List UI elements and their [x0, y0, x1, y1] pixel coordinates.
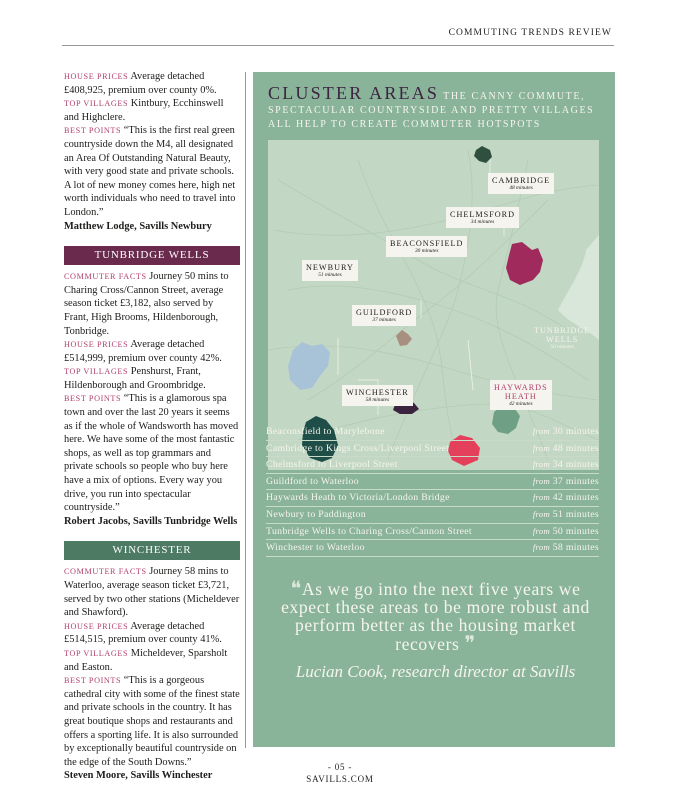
route-time — [533, 490, 599, 506]
route-name: Tunbridge Wells to Charing Cross/Cannon Street — [266, 525, 472, 537]
winchester-commuter-facts — [64, 565, 240, 619]
cluster-areas-panel — [253, 72, 615, 747]
map-label-time: 42 minutes — [509, 401, 533, 407]
winchester-villages — [64, 647, 240, 674]
label-house-prices: HOUSE PRICES — [64, 340, 129, 350]
label-commuter-facts: COMMUTER FACTS — [64, 567, 147, 577]
tunbridge-signature: Robert Jacobs, Savills Tunbridge Wells — [64, 515, 238, 527]
section-heading-winchester: WINCHESTER — [64, 541, 240, 560]
label-best-points: BEST POINTS — [64, 676, 122, 686]
villages-text: Penshurst, Frant, Hildenborough and Groombridge. — [64, 366, 206, 391]
panel-heading: CLUSTER AREAS — [268, 83, 440, 103]
map-label-name: CHELMSFORD — [450, 210, 516, 219]
running-header: COMMUTING TRENDS REVIEW — [448, 28, 612, 38]
best-points-text: “This is the first real green countryside down the M4, all designated an Area Of Outstanding Natural Beauty, with very good state and private schools. A lot of new money comes here, high net worth individuals who need to travel into London.” — [64, 125, 236, 218]
newbury-best-points — [64, 124, 240, 219]
close-quote-icon: ❞ — [464, 632, 476, 655]
villages-text: Kintbury, Ecchinswell and Highclere. — [64, 98, 224, 123]
map-label-name: TUNBRIDGE — [534, 326, 591, 335]
route-minutes: 42 minutes — [552, 492, 599, 504]
map-label-newbury — [302, 260, 358, 281]
map-label-time: 34 minutes — [470, 219, 495, 225]
label-house-prices: HOUSE PRICES — [64, 72, 129, 81]
route-name: Guildford to Waterloo — [266, 475, 359, 487]
route-row — [266, 490, 599, 507]
column-divider — [245, 72, 246, 748]
map-label-name: WINCHESTER — [346, 388, 409, 397]
map-label-time: 58 minutes — [365, 397, 390, 403]
leader-lines — [338, 156, 504, 422]
route-row — [266, 424, 599, 441]
route-name: Haywards Heath to Victoria/London Bridge — [266, 492, 450, 504]
house-prices-text: Average detached £514,999, premium over county 42%. — [64, 339, 222, 364]
best-points-text: “This is a glamorous spa town and over the last 20 years it seems as if the whole of Wandsworth has moved here. We have some of the most fantastic shops, as well as top grammars and private schools so people who buy here have a mix of options. Every way you drive, you run into spectacular countryside.” — [64, 393, 239, 514]
route-row — [266, 441, 599, 458]
label-top-villages: TOP VILLAGES — [64, 367, 129, 377]
tunbridge-house-prices — [64, 338, 240, 365]
route-time — [533, 457, 599, 473]
map-label-haywards-heath — [490, 380, 552, 410]
best-points-text: “This is a gorgeous cathedral city with some of the finest state and private schools in the country. It has great boutique shops and restaurants and offers a sporting life. It is also surrounded by exceptionally beautiful countryside on the edge of the South Downs.” — [64, 675, 240, 768]
map-label-time: 51 minutes — [318, 272, 342, 278]
villages-text: Micheldever, Sparsholt and Easton. — [64, 647, 228, 673]
tunbridge-best-points — [64, 392, 240, 514]
chelmsford-region — [506, 242, 543, 285]
route-minutes: 37 minutes — [552, 475, 599, 487]
map-label-name: BEACONSFIELD — [390, 239, 464, 248]
map-label-name: HAYWARDS — [494, 383, 548, 392]
route-name: Cambridge to Kings Cross/Liverpool Street — [266, 442, 450, 454]
route-name: Newbury to Paddington — [266, 508, 366, 520]
route-row — [266, 474, 599, 491]
newbury-villages — [64, 97, 240, 124]
route-from: from — [532, 442, 550, 453]
map-label-cambridge — [488, 173, 554, 194]
pull-quote-text: As we go into the next five years we expect these areas to be more robust and perform better as the housing market recovers — [281, 579, 590, 654]
section-heading-tunbridge-wells: TUNBRIDGE WELLS — [64, 246, 240, 265]
panel-title — [268, 83, 608, 131]
route-time — [533, 474, 599, 490]
route-from: from — [532, 475, 550, 486]
page-number: - 05 - — [327, 762, 353, 772]
left-column — [64, 70, 240, 783]
map-label-time: 50 minutes — [550, 344, 574, 350]
route-minutes: 50 minutes — [552, 525, 599, 537]
map-label-winchester — [342, 385, 413, 406]
map-label-name: WELLS — [546, 335, 579, 344]
newbury-house-prices — [64, 70, 240, 97]
map-label-name: NEWBURY — [306, 263, 354, 272]
tunbridge-villages — [64, 365, 240, 392]
route-name: Winchester to Waterloo — [266, 542, 365, 554]
pull-quote — [273, 580, 598, 653]
route-minutes: 34 minutes — [552, 459, 599, 471]
route-row — [266, 540, 599, 557]
quote-attribution: Lucian Cook, research director at Savills — [295, 662, 576, 681]
route-row — [266, 507, 599, 524]
route-time — [533, 540, 599, 556]
route-row — [266, 524, 599, 541]
newbury-region — [288, 342, 330, 390]
map-label-name: HEATH — [504, 392, 537, 401]
route-from: from — [532, 508, 550, 519]
label-best-points: BEST POINTS — [64, 394, 122, 404]
route-from: from — [532, 492, 550, 503]
route-name: Beaconsfield to Marylebone — [266, 426, 385, 437]
tunbridge-commuter-facts — [64, 270, 240, 338]
route-minutes: 51 minutes — [552, 508, 599, 520]
map-label-time: 30 minutes — [414, 248, 439, 254]
newbury-signature: Matthew Lodge, Savills Newbury — [64, 220, 212, 232]
route-times-list — [266, 424, 599, 557]
route-time — [533, 424, 599, 440]
label-top-villages: TOP VILLAGES — [64, 99, 129, 109]
route-from: from — [532, 525, 550, 536]
map-label-guildford — [352, 305, 416, 326]
road-network — [268, 150, 599, 460]
beaconsfield-region — [396, 330, 412, 346]
map-label-beaconsfield — [386, 236, 467, 257]
route-time — [533, 507, 599, 523]
winchester-best-points — [64, 674, 240, 769]
site-url: SAVILLS.COM — [306, 774, 374, 784]
route-from: from — [532, 542, 550, 553]
route-from: from — [532, 459, 550, 470]
winchester-signature: Steven Moore, Savills Winchester — [64, 770, 213, 782]
cambridge-region — [474, 146, 492, 163]
house-prices-text: Average detached £408,925, premium over county 0%. — [64, 71, 217, 96]
route-minutes: 58 minutes — [552, 542, 599, 554]
house-prices-text: Average detached £514,515, premium over county 41%. — [64, 620, 222, 646]
label-top-villages: TOP VILLAGES — [64, 648, 129, 658]
map-label-time: 37 minutes — [372, 317, 396, 323]
route-time — [533, 441, 599, 457]
map-label-name: CAMBRIDGE — [492, 176, 551, 185]
label-commuter-facts: COMMUTER FACTS — [64, 272, 147, 282]
header-divider — [62, 45, 614, 46]
map-label-name: GUILDFORD — [356, 308, 413, 317]
route-minutes: 48 minutes — [552, 442, 599, 454]
route-name: Chelmsford to Liverpool Street — [266, 459, 398, 471]
route-row — [266, 457, 599, 474]
map-label-tunbridge-wells — [530, 323, 594, 353]
map-label-time: 48 minutes — [509, 185, 533, 191]
page-footer — [0, 761, 680, 785]
open-quote-icon: ❝ — [290, 578, 302, 600]
label-house-prices: HOUSE PRICES — [64, 621, 129, 631]
cluster-map — [268, 140, 599, 470]
panel-subheading: THE CANNY COMMUTE, SPECTACULAR COUNTRYSIDE AND PRETTY VILLAGES ALL HELP TO CREATE COMMUTER HOTSPOTS — [268, 91, 595, 130]
label-best-points: BEST POINTS — [64, 126, 122, 136]
route-minutes: 30 minutes — [552, 426, 599, 437]
route-time — [533, 524, 599, 540]
commuter-facts-text: Journey 58 mins to Waterloo, average season ticket £3,721, served by two other stations (Micheldever and Shawford). — [64, 566, 240, 619]
route-from: from — [532, 426, 550, 436]
map-label-chelmsford — [446, 207, 519, 228]
winchester-house-prices — [64, 620, 240, 647]
commuter-facts-text: Journey 50 mins to Charing Cross/Cannon Street, average season ticket £3,182, also served by Frant, High Brooms, Hildenborough, Tonbridge. — [64, 271, 229, 337]
